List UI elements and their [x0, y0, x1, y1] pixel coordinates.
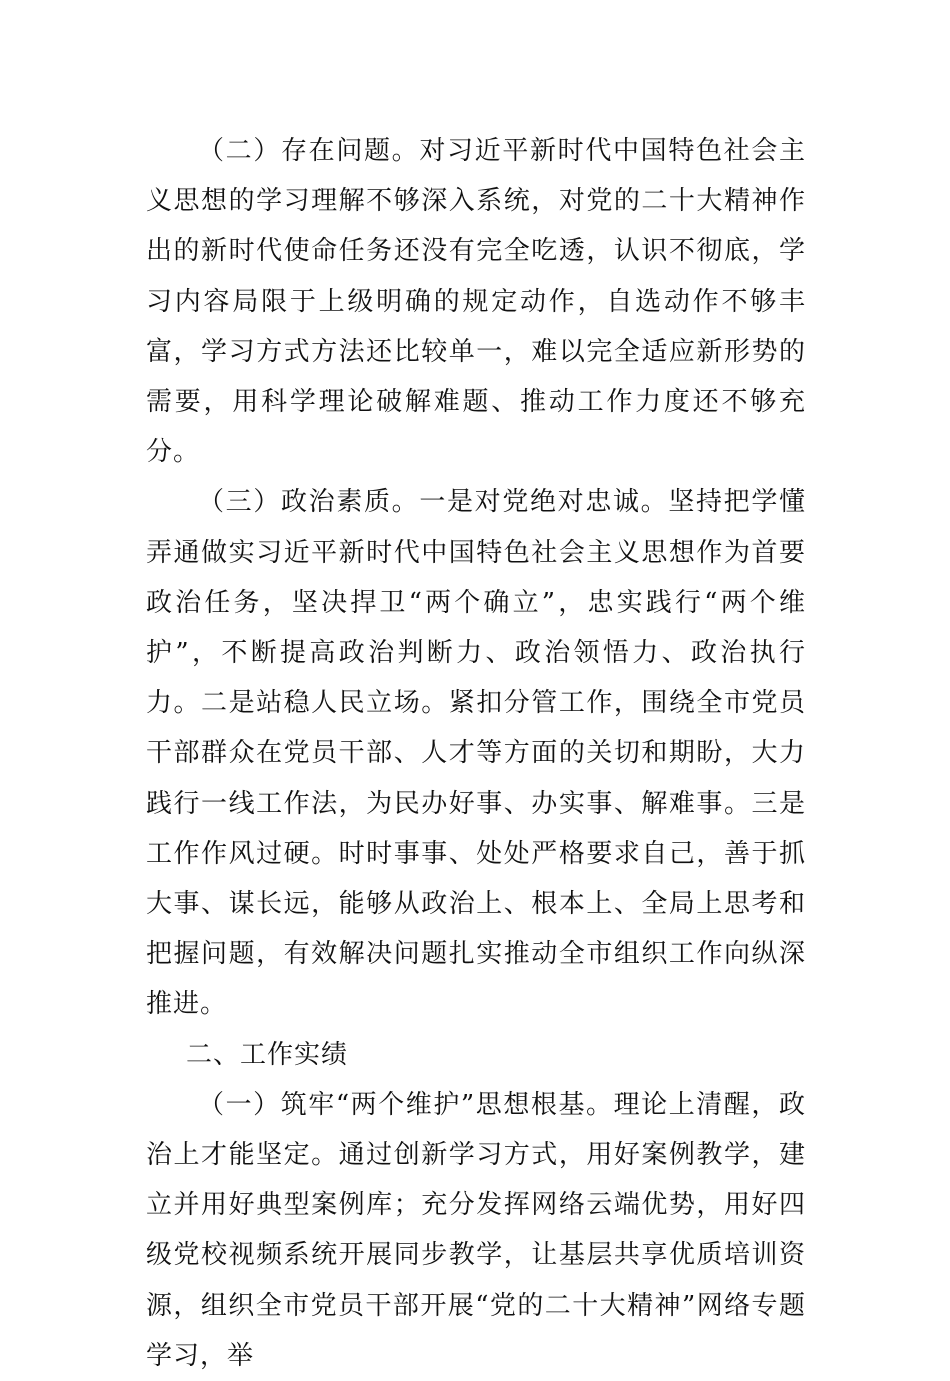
document-body	[146, 126, 806, 1381]
paragraph-existing-problems: （二）存在问题。对习近平新时代中国特色社会主义思想的学习理解不够深入系统，对党的二十大精神作出的新时代使命任务还没有完全吃透，认识不彻底，学习内容局限于上级明确的规定动作，自选动作不够丰富，学习方式方法还比较单一，难以完全适应新形势的需要，用科学理论破解难题、推动工作力度还不够充分。	[146, 136, 806, 468]
paragraph-political-quality: （三）政治素质。一是对党绝对忠诚。坚持把学懂弄通做实习近平新时代中国特色社会主义思想作为首要政治任务，坚决捍卫“两个确立”，忠实践行“两个维护”，不断提高政治判断力、政治领悟力、政治执行力。二是站稳人民立场。紧扣分管工作，围绕全市党员干部群众在党员干部、人才等方面的关切和期盼，大力践行一线工作法，为民办好事、办实事、解难事。三是工作作风过硬。时时事事、处处严格要求自己，善于抓大事、谋长远，能够从政治上、根本上、全局上思考和把握问题，有效解决问题扎实推动全市组织工作向纵深推进。	[146, 487, 806, 1020]
paragraph-two-safeguards: （一）筑牢“两个维护”思想根基。理论上清醒，政治上才能坚定。通过创新学习方式，用好案例教学，建立并用好典型案例库；充分发挥网络云端优势，用好四级党校视频系统开展同步教学，让基层共享优质培训资源，组织全市党员干部开展“党的二十大精神”网络专题学习，举	[146, 1089, 806, 1371]
section-heading-work-achievements: 二、工作实绩	[186, 1039, 349, 1070]
